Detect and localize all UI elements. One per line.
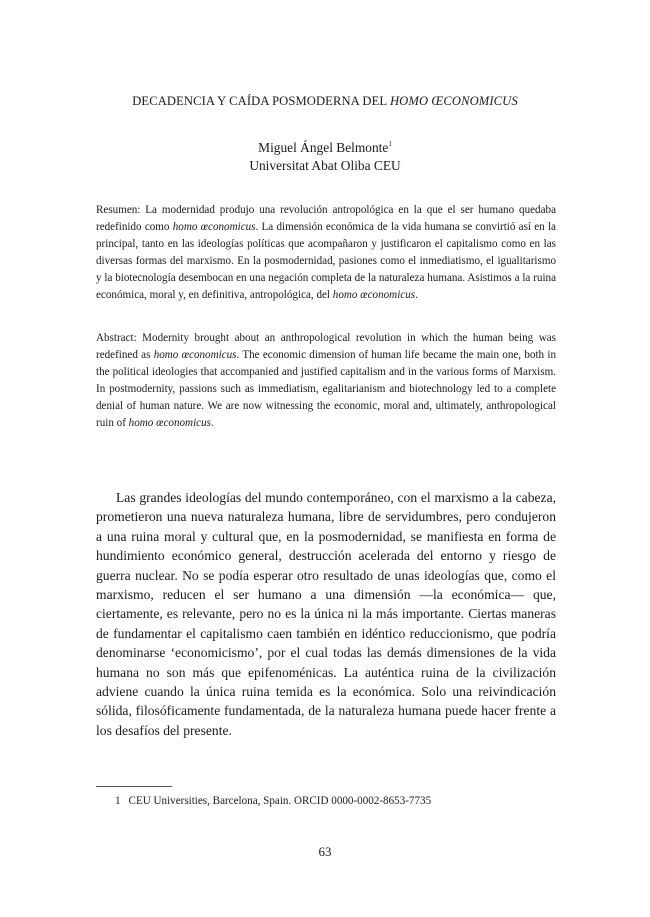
author-block [0, 135, 650, 175]
abstract-en-italic-1: homo œconomicus [153, 349, 237, 361]
footnote [115, 794, 555, 809]
abstract-en-text-1: Abstract: Modernity brought about an anthropological revolution in which the human being was redefined as [96, 332, 556, 361]
title-italic-text: HOMO ŒCONOMICUS [389, 94, 518, 108]
author-name: Miguel Ángel Belmonte [258, 140, 389, 155]
abstract-es-italic-2: homo œconomicus [332, 289, 416, 301]
abstract-en-italic-2: homo œconomicus [128, 417, 211, 429]
abstract-en-text-2: . The economic dimension of human life became the main one, both in the political ideologies that accompanied and justified capitalism and in the various forms of Marxism. In postmodernity, passions such as immediatism, egalitarianism and biotechnology led to a complete denial of human nature. We are now witnessing the economic, moral and, ultimately, anthropological ruin of [96, 349, 556, 429]
abstract-es-italic-1: homo œconomicus [172, 221, 256, 233]
abstract-es-text-1: Resumen: La modernidad produjo una revolución antropológica en la que el ser humano quedaba redefinido como [96, 204, 556, 233]
body-paragraph: Las grandes ideologías del mundo contemporáneo, con el marxismo a la cabeza, prometieron una nueva naturaleza humana, libre de servidumbres, pero condujeron a una ruina moral y cultural que, en la posmodernidad, se manifiesta en forma de hundimiento económico general, destrucción acelerada del entorno y riesgo de guerra nuclear. No se podía esperar otro resultado de unas ideologías que, como el marxismo, reducen el ser humano a una dimensión —la económica— que, ciertamente, es relevante, pero no es la única ni la más importante. Ciertas maneras de fundamentar el capitalismo caen también en idéntico reduccionismo, que podría denominarse ‘economicismo’, por el cual todas las demás dimensiones de la vida humana no son más que epifenoménicas. La auténtica ruina de la civilización adviene cuando la única ruina temida es la económica. Solo una reivindicación sólida, filosóficamente fundamentada, de la naturaleza humana puede hacer frente a los desafíos del presente. [96, 490, 556, 738]
abstract-english [96, 330, 556, 432]
abstract-spanish [96, 202, 556, 304]
author-line [0, 135, 650, 157]
page-number: 63 [318, 844, 332, 859]
title-text: DECADENCIA Y CAÍDA POSMODERNA DEL [132, 94, 390, 108]
article-title [0, 94, 650, 109]
author-footnote-mark[interactable]: 1 [388, 140, 392, 148]
footnote-divider [96, 786, 172, 787]
abstract-es-text-2: . La dimensión económica de la vida humana se convirtió así en la principal, tanto en las ideologías políticas que acompañaron y justificaron el capitalismo como en las diversas formas del marxismo. En la posmodernidad, pasiones como el inmediatismo, el igualitarismo y la biotecnología desembocan en una negación completa de la naturaleza humana. Asistimos a la ruina económica, moral y, en definitiva, antropológica, del [96, 221, 556, 301]
abstract-en-text-3: . [210, 417, 214, 429]
footnote-number: 1 [115, 795, 121, 807]
author-affiliation: Universitat Abat Oliba CEU [249, 158, 401, 173]
abstract-es-text-3: . [415, 289, 418, 301]
footnote-text: CEU Universities, Barcelona, Spain. ORCID 0000-0002-8653-7735 [128, 795, 432, 807]
